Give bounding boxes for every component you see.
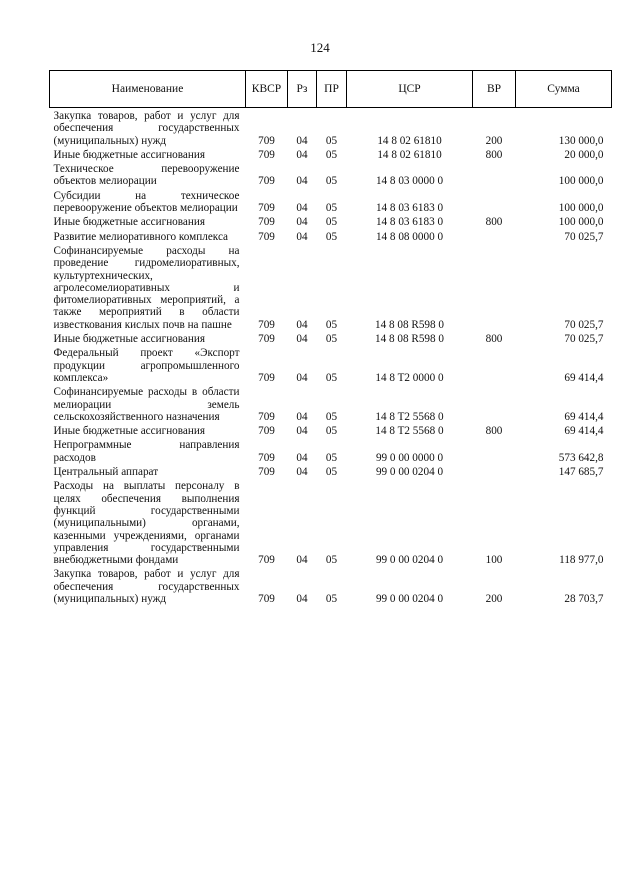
cell-vr: 100 <box>485 554 503 567</box>
cell-vr: 200 <box>485 134 503 147</box>
cell-rz: 04 <box>296 425 308 438</box>
cell-sum: 69 414,4 <box>564 371 604 384</box>
cell-rz: 04 <box>296 371 308 384</box>
cell-rz: 04 <box>296 451 308 464</box>
cell-rz: 04 <box>296 134 308 147</box>
cell-pr: 05 <box>325 592 338 605</box>
cell-name: Иные бюджетные ассигнования <box>53 333 205 346</box>
cell-vr <box>473 437 516 464</box>
cell-csr: 14 8 T2 5568 0 <box>375 425 444 438</box>
header-pr: ПР <box>317 71 347 108</box>
cell-rz: 04 <box>296 318 308 331</box>
cell-pr: 05 <box>325 410 338 423</box>
cell-vr: 200 <box>485 592 503 605</box>
cell-pr: 05 <box>325 134 338 147</box>
cell-pr: 05 <box>325 466 338 479</box>
cell-name: Развитие мелиоративного комплекса <box>53 230 229 243</box>
cell-vr: 800 <box>485 148 503 161</box>
cell-vr <box>473 345 516 384</box>
cell-csr: 14 8 03 6183 0 <box>375 216 444 229</box>
cell-rz: 04 <box>296 554 308 567</box>
table-row <box>50 423 612 437</box>
cell-kvsr: 709 <box>258 216 275 229</box>
cell-kvsr: 709 <box>258 466 275 479</box>
cell-pr: 05 <box>325 451 338 464</box>
cell-vr: 800 <box>485 425 503 438</box>
cell-name: Закупка товаров, работ и услуг для обеспечения государственных (муниципальных) нужд <box>53 110 240 147</box>
cell-vr <box>473 161 516 188</box>
cell-sum: 130 000,0 <box>558 134 604 147</box>
table-row <box>50 384 612 423</box>
cell-sum: 573 642,8 <box>558 451 604 464</box>
table-row <box>50 478 612 566</box>
cell-csr: 14 8 T2 0000 0 <box>375 371 444 384</box>
cell-kvsr: 709 <box>258 425 275 438</box>
header-vr: ВР <box>473 71 516 108</box>
cell-name: Непрограммные направления расходов <box>53 439 240 464</box>
cell-pr: 05 <box>325 333 338 346</box>
cell-csr: 14 8 02 61810 <box>377 148 442 161</box>
table-row <box>50 161 612 188</box>
cell-sum: 70 025,7 <box>564 333 604 346</box>
cell-sum: 70 025,7 <box>564 318 604 331</box>
cell-kvsr: 709 <box>258 410 275 423</box>
cell-csr: 14 8 08 R598 0 <box>375 318 444 331</box>
cell-csr: 99 0 00 0204 0 <box>375 466 444 479</box>
cell-csr: 14 8 03 6183 0 <box>375 202 444 215</box>
cell-vr <box>473 464 516 478</box>
table-row <box>50 345 612 384</box>
cell-vr <box>473 384 516 423</box>
cell-name: Федеральный проект «Экспорт продукции агропромышленного комплекса» <box>53 347 240 384</box>
budget-table <box>49 70 612 605</box>
cell-name: Иные бюджетные ассигнования <box>53 216 205 229</box>
cell-rz: 04 <box>296 410 308 423</box>
cell-kvsr: 709 <box>258 134 275 147</box>
cell-kvsr: 709 <box>258 333 275 346</box>
cell-sum: 69 414,4 <box>564 425 604 438</box>
table-row <box>50 464 612 478</box>
cell-name: Иные бюджетные ассигнования <box>53 425 205 438</box>
cell-rz: 04 <box>296 466 308 479</box>
cell-csr: 99 0 00 0000 0 <box>375 451 444 464</box>
cell-rz: 04 <box>296 202 308 215</box>
cell-pr: 05 <box>325 216 338 229</box>
cell-kvsr: 709 <box>258 554 275 567</box>
cell-sum: 70 025,7 <box>564 230 604 243</box>
cell-vr <box>473 188 516 215</box>
cell-kvsr: 709 <box>258 451 275 464</box>
cell-pr: 05 <box>325 371 338 384</box>
cell-rz: 04 <box>296 216 308 229</box>
cell-sum: 69 414,4 <box>564 410 604 423</box>
table-body <box>50 108 612 606</box>
header-rz: Рз <box>288 71 317 108</box>
cell-csr: 14 8 03 0000 0 <box>375 175 444 188</box>
cell-rz: 04 <box>296 175 308 188</box>
header-kvsr: КВСР <box>246 71 288 108</box>
table-row <box>50 147 612 161</box>
table-row <box>50 331 612 345</box>
cell-kvsr: 709 <box>258 230 275 243</box>
table-row <box>50 437 612 464</box>
cell-sum: 20 000,0 <box>564 148 604 161</box>
cell-name: Расходы на выплаты персоналу в целях обеспечения выполнения функций государственными (муниципальными) органами, казенными учреждениями, органами управления государственными внебюджетными фондами <box>53 480 240 567</box>
cell-kvsr: 709 <box>258 175 275 188</box>
cell-csr: 14 8 08 R598 0 <box>375 333 444 346</box>
cell-vr: 800 <box>485 333 503 346</box>
cell-pr: 05 <box>325 202 338 215</box>
cell-sum: 118 977,0 <box>559 554 604 567</box>
cell-sum: 100 000,0 <box>558 202 604 215</box>
cell-pr: 05 <box>325 230 338 243</box>
cell-pr: 05 <box>325 318 338 331</box>
cell-kvsr: 709 <box>258 318 275 331</box>
header-csr: ЦСР <box>347 71 473 108</box>
cell-csr: 14 8 02 61810 <box>377 134 442 147</box>
cell-name: Иные бюджетные ассигнования <box>53 148 205 161</box>
cell-csr: 14 8 08 0000 0 <box>375 230 444 243</box>
table-row <box>50 566 612 605</box>
table-row <box>50 229 612 243</box>
cell-pr: 05 <box>325 175 338 188</box>
cell-name: Софинансируемые расходы в области мелиорации земель сельскохозяйственного назначения <box>53 386 240 423</box>
cell-pr: 05 <box>325 148 338 161</box>
cell-name: Закупка товаров, работ и услуг для обеспечения государственных (муниципальных) нужд <box>53 568 240 605</box>
table-row <box>50 188 612 215</box>
table-row <box>50 108 612 147</box>
cell-pr: 05 <box>325 425 338 438</box>
cell-kvsr: 709 <box>258 371 275 384</box>
cell-kvsr: 709 <box>258 202 275 215</box>
table-header <box>50 71 612 108</box>
cell-vr <box>473 229 516 243</box>
cell-sum: 28 703,7 <box>564 592 604 605</box>
header-sum: Сумма <box>516 71 612 108</box>
cell-kvsr: 709 <box>258 592 275 605</box>
cell-csr: 99 0 00 0204 0 <box>375 554 444 567</box>
cell-rz: 04 <box>296 592 308 605</box>
cell-vr: 800 <box>485 216 503 229</box>
cell-sum: 100 000,0 <box>558 175 604 188</box>
header-name: Наименование <box>50 71 246 108</box>
table-row <box>50 214 612 228</box>
table-row <box>50 243 612 331</box>
cell-kvsr: 709 <box>258 148 275 161</box>
cell-name: Софинансируемые расходы на проведение гидромелиоративных, культуртехнических, агролесомелиоративных и фитомелиоративных мероприятий, а также мероприятий в области известкования кислых почв на пашне <box>53 244 240 331</box>
cell-csr: 14 8 T2 5568 0 <box>375 410 444 423</box>
cell-sum: 100 000,0 <box>558 216 604 229</box>
cell-name: Субсидии на техническое перевооружение объектов мелиорации <box>53 189 240 215</box>
cell-name: Техническое перевооружение объектов мелиорации <box>53 163 240 188</box>
cell-csr: 99 0 00 0204 0 <box>375 592 444 605</box>
cell-sum: 147 685,7 <box>558 466 604 479</box>
cell-name: Центральный аппарат <box>53 466 159 479</box>
cell-pr: 05 <box>325 554 338 567</box>
cell-rz: 04 <box>296 230 308 243</box>
cell-vr <box>473 243 516 331</box>
cell-rz: 04 <box>296 333 308 346</box>
page-number: 124 <box>310 40 330 55</box>
cell-rz: 04 <box>296 148 308 161</box>
